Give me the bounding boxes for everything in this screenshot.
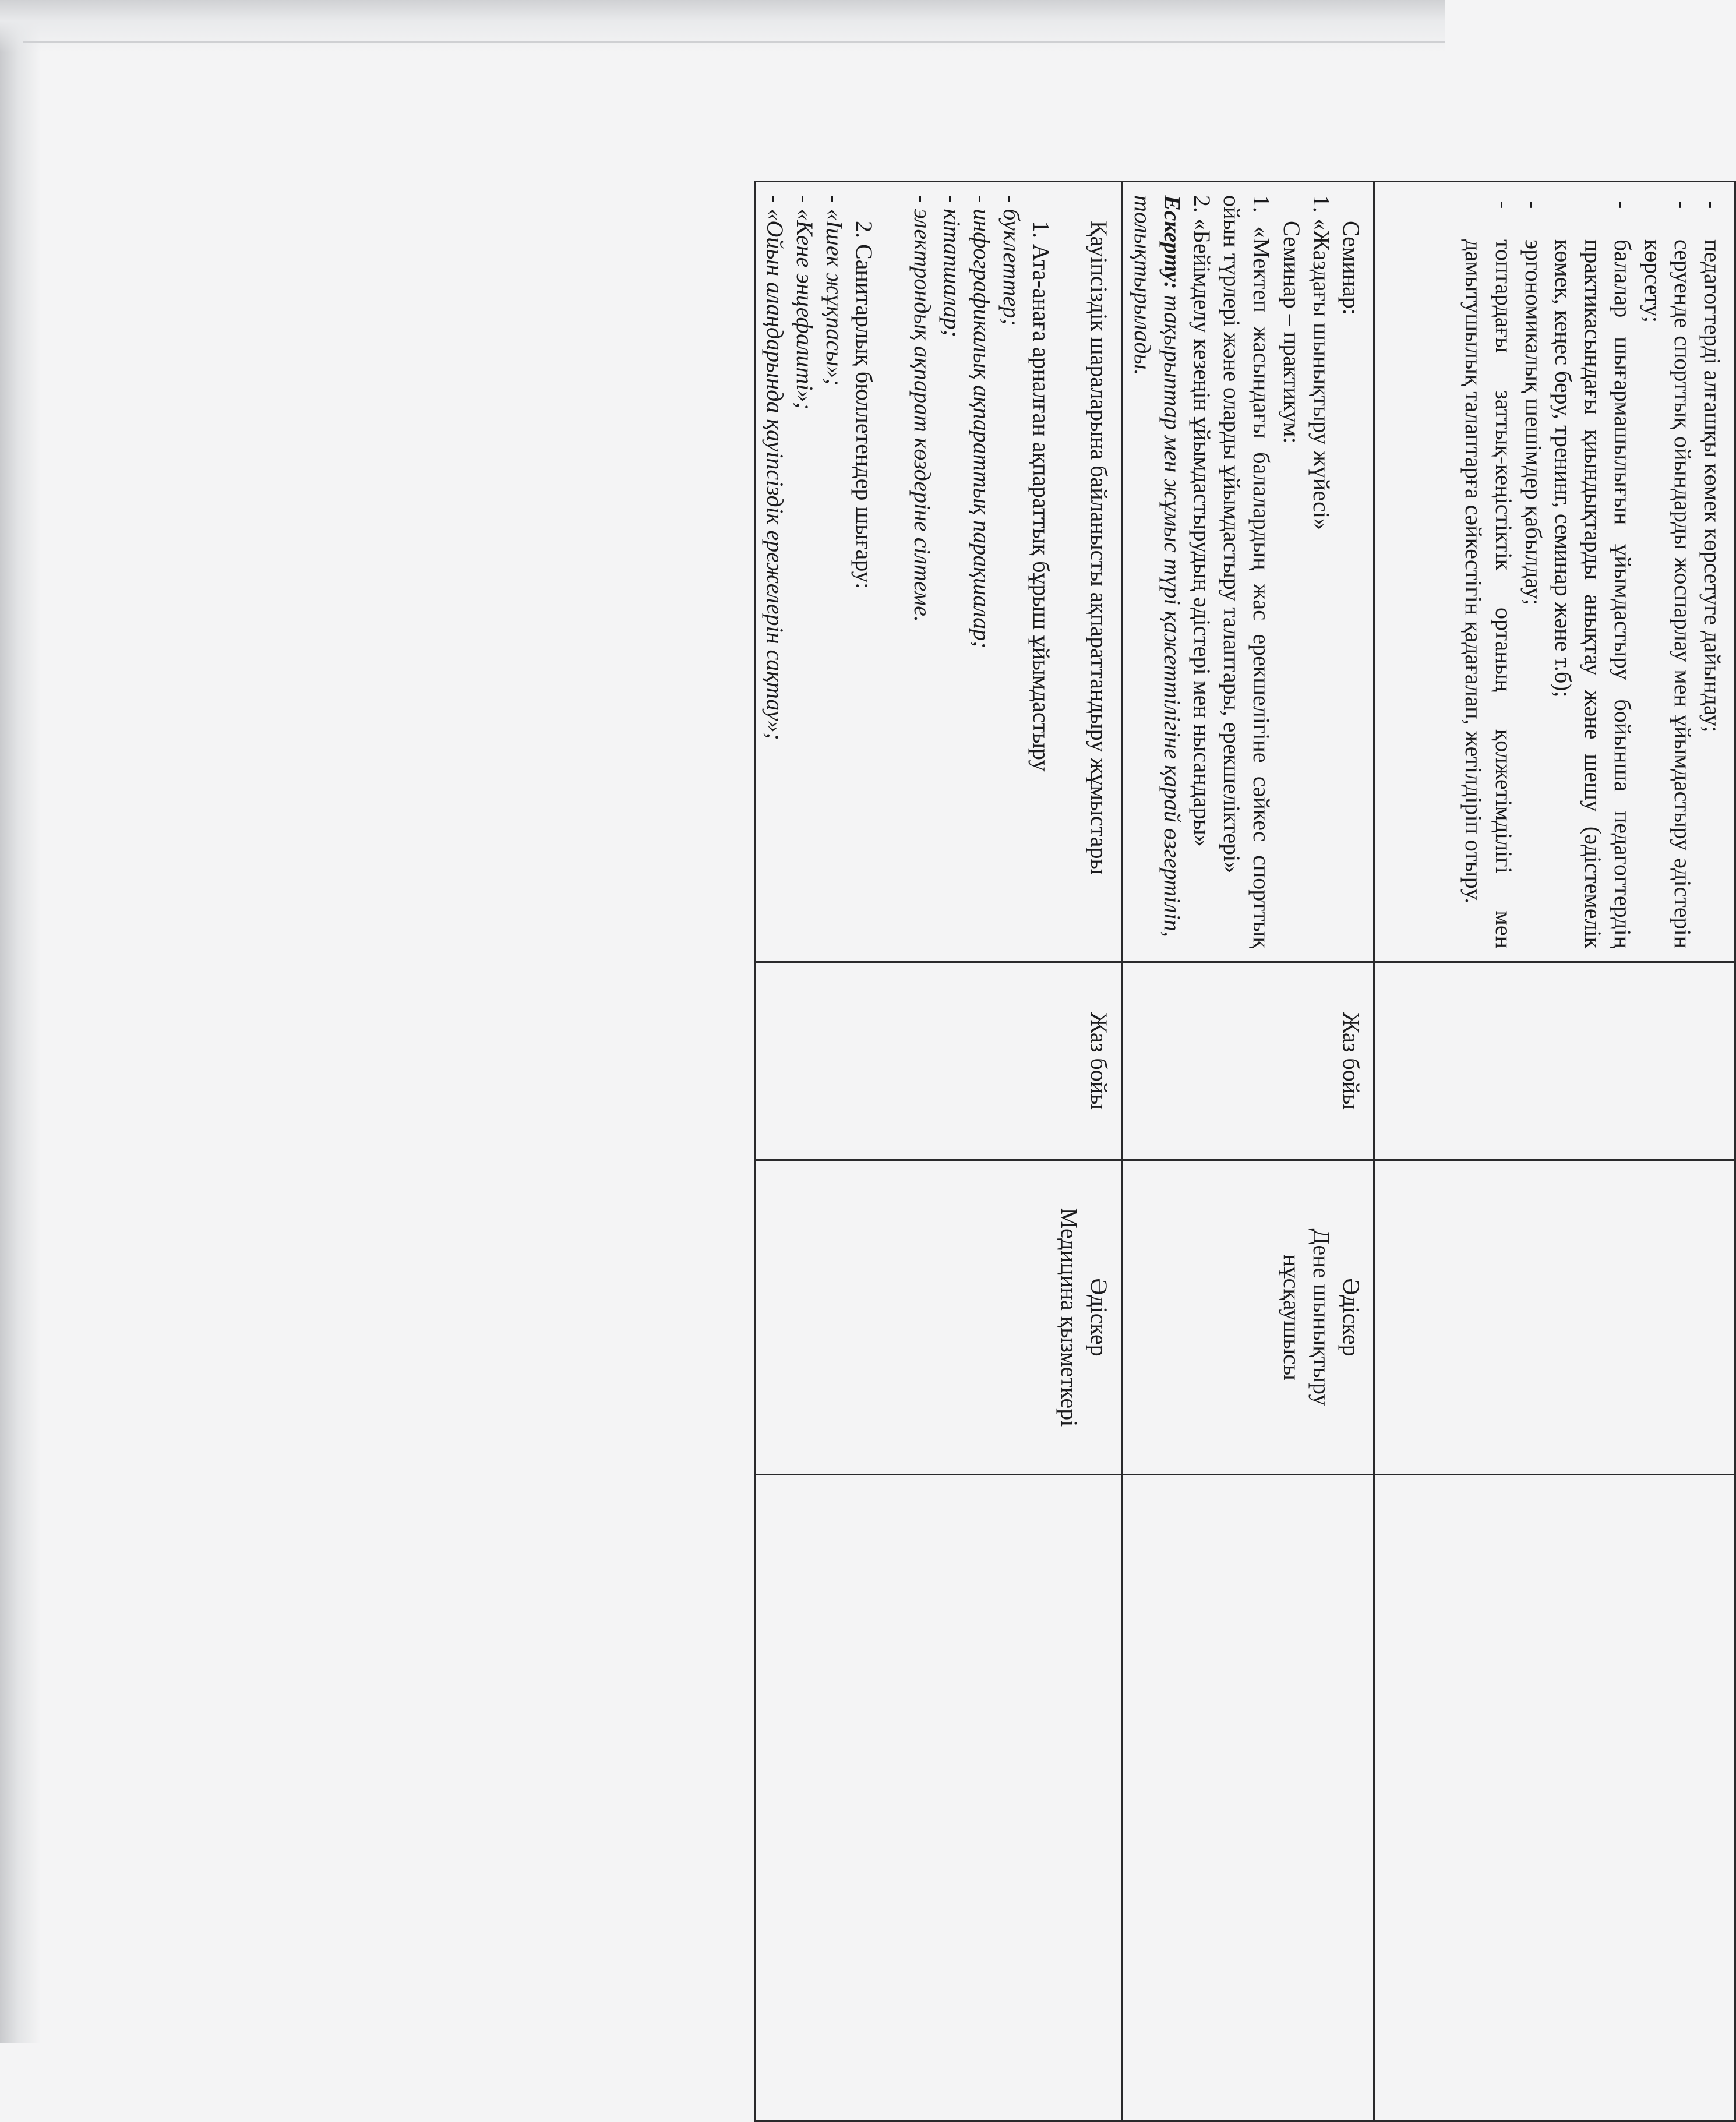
- plan-table: [754, 181, 1736, 2122]
- time-value: Жаз бойы: [1086, 1012, 1113, 1110]
- responsible-role: Дене шынықтыру нұсқаушысы: [1278, 1228, 1335, 1406]
- scan-edge-shadow-left: [0, 0, 41, 2043]
- list-item: - «Кене энцефалиті»;: [792, 195, 818, 410]
- subsection-title: 2. Санитарлық бюллетендер шығару:: [851, 221, 878, 589]
- scan-edge-line: [23, 41, 1445, 43]
- cell-time: [1374, 962, 1735, 1160]
- list-item: - «Ішек жұқпасы»;: [821, 195, 848, 386]
- cell-extra: [1122, 1475, 1374, 2121]
- cell-extra: [754, 1475, 1122, 2121]
- list-item: - балалар шығармашылығын ұйымдастыру бойынша педагогтердің практикасындағы қиындықтарды анықтау және шешу (әдістемелік көмек, кеңес беру, тренинг, семинар және т.б);: [1548, 195, 1638, 948]
- scan-edge-shadow-top: [0, 0, 1445, 52]
- responsible-role: Әдіскер: [1338, 1278, 1364, 1357]
- seminar-item: 1. «Жаздағы шынықтыру жүйесі»: [1308, 195, 1335, 530]
- responsible-role: Әдіскер: [1086, 1278, 1113, 1357]
- seminar-heading: Семинар:: [1338, 221, 1364, 315]
- table-row-seminars: [1122, 182, 1374, 2121]
- note: [1128, 195, 1187, 948]
- list-item: - топтардағы заттық-кеңістіктік ортаның қолжетімділігі мен дамытушылық талаптарға сәйкестігін қадағалап, жетілдіріп отыру.: [1459, 195, 1518, 948]
- cell-content: [1374, 182, 1735, 962]
- list-item: - электрондық ақпарат көздеріне сілтеме.: [909, 195, 936, 622]
- cell-responsible: [754, 1160, 1122, 1475]
- cell-responsible: [1374, 1160, 1735, 1475]
- section-heading: Қауіпсіздік шараларына байланысты ақпараттандыру жұмыстары: [1086, 221, 1113, 875]
- table-row-safety: [754, 182, 1122, 2121]
- list-item: - педагогтерді алғашқы көмек көрсетуге дайындау;: [1698, 195, 1727, 948]
- list-item: - серуенде спорттық ойындарды жоспарлау мен ұйымдастыру әдістерін көрсету;: [1638, 195, 1697, 948]
- cell-time: [754, 962, 1122, 1160]
- practicum-item: 2. «Бейімделу кезеңін ұйымдастырудың әдістері мен нысандары»: [1189, 195, 1216, 847]
- list-item: - эргономикалық шешімдер қабылдау;: [1519, 195, 1548, 948]
- bullet-list: [1459, 195, 1727, 948]
- list-item: - буклеттер;: [998, 195, 1025, 326]
- cell-content: [1122, 182, 1374, 962]
- list-item: - инфографикалық ақпараттық парақшалар;: [968, 195, 995, 649]
- responsible-role: Медицина қызметкері: [1056, 1207, 1083, 1427]
- list-item: - «Ойын алаңдарында қауіпсіздік ережелерін сақтау»;: [761, 195, 788, 740]
- practicum-heading: Семинар – практикум:: [1278, 221, 1305, 444]
- cell-content: [754, 182, 1122, 962]
- note-label: Ескерту:: [1159, 195, 1185, 289]
- time-value: Жаз бойы: [1338, 1012, 1364, 1110]
- practicum-item: 1. «Мектеп жасындағы балалардың жас ерекшелігіне сәйкес спорттық ойын түрлері және оларды ұйымдастыру талаптары, ерекшеліктері»: [1219, 195, 1275, 948]
- cell-extra: [1374, 1475, 1735, 2121]
- cell-responsible: [1122, 1160, 1374, 1475]
- note-text: тақырыптар мен жұмыс түрі қажеттілігіне қарай өзгертіліп, толықтырылады.: [1129, 195, 1185, 937]
- rotated-page: [761, 181, 1736, 2120]
- subsection-title: 1. Ата-анаға арналған ақпараттық бұрыш ұйымдастыру: [1028, 221, 1055, 772]
- list-item: - кітапшалар;: [938, 195, 965, 337]
- cell-time: [1122, 962, 1374, 1160]
- table-row-continuation: [1374, 182, 1735, 2121]
